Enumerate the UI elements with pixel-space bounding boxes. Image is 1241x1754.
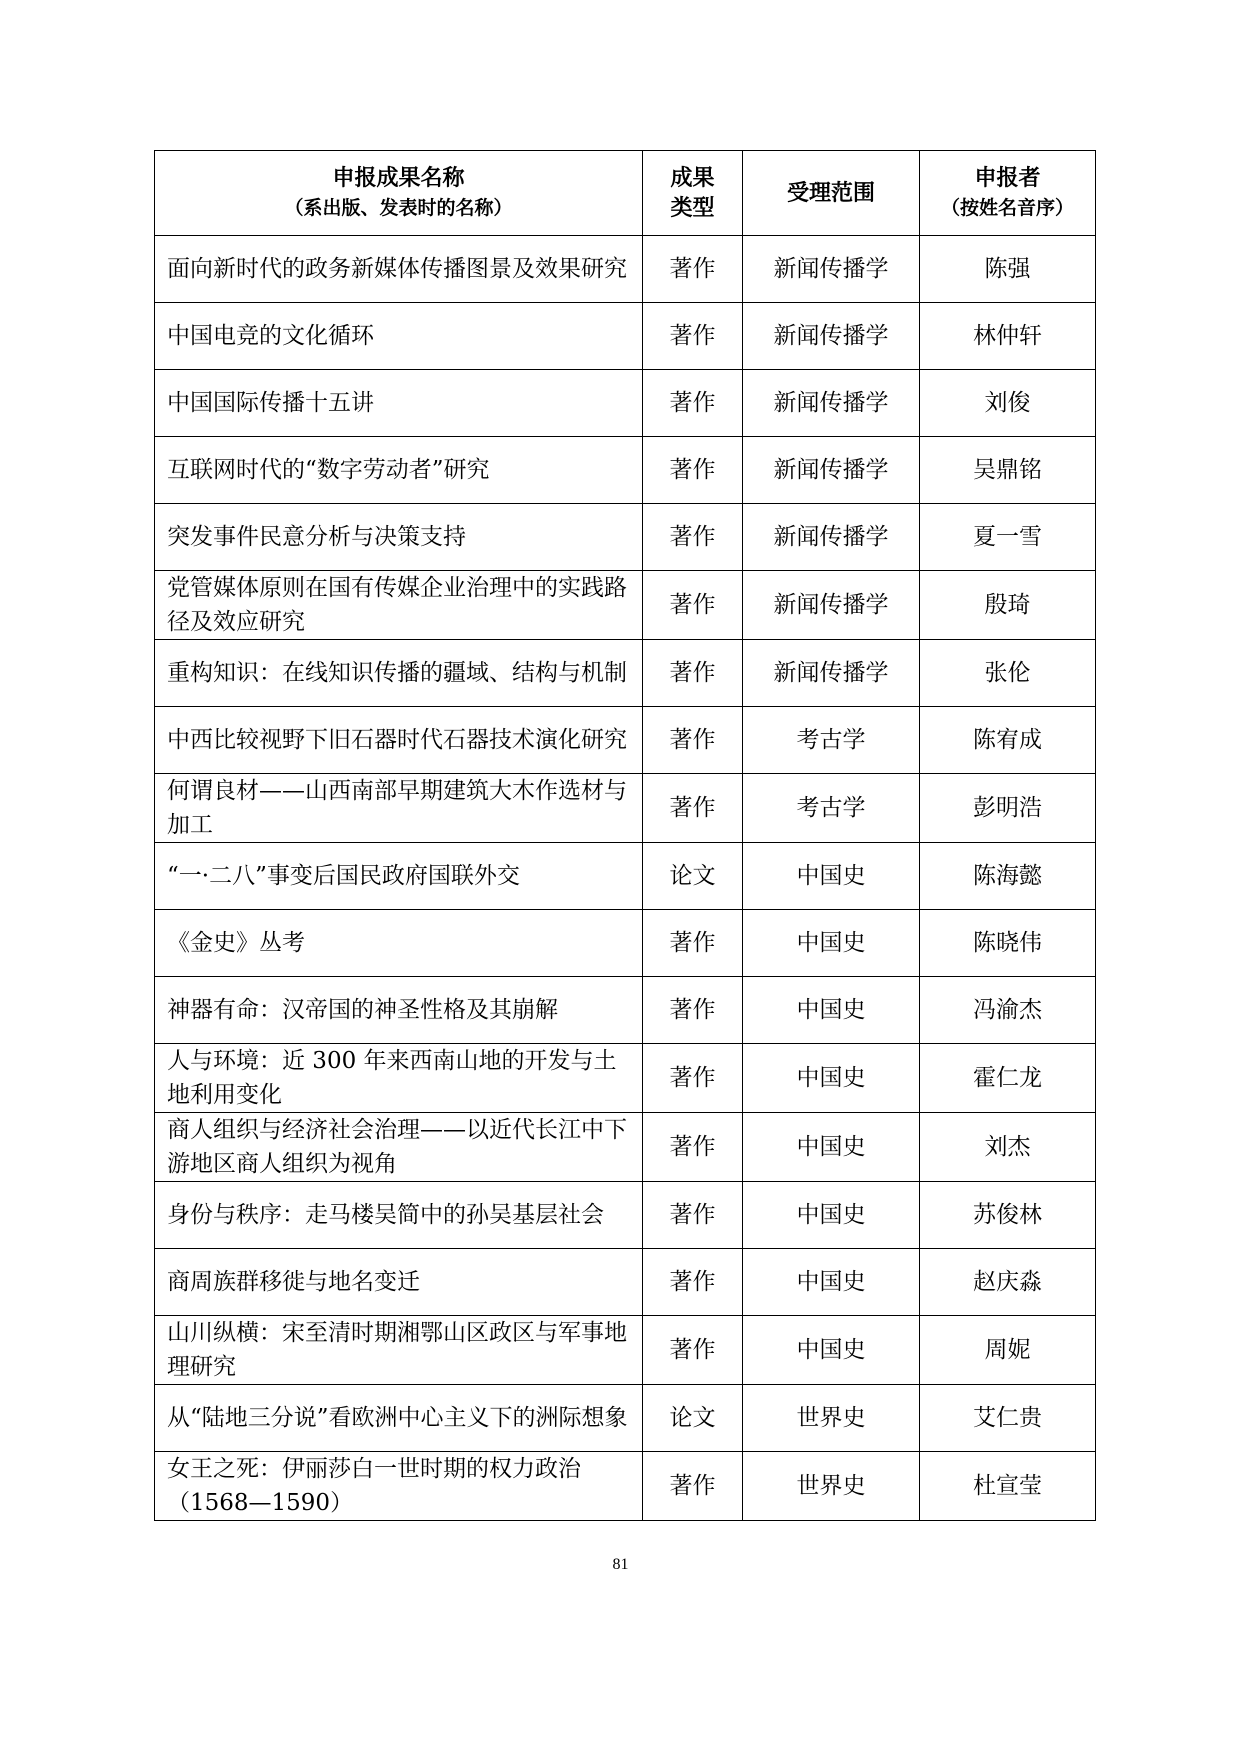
header-title — [155, 151, 643, 236]
header-scope — [743, 151, 920, 236]
header-title-sub: （系出版、发表时的名称） — [284, 197, 513, 219]
page-number: 81 — [612, 1556, 629, 1573]
cell-scope: 中国史 — [743, 1113, 920, 1182]
cell-title: 商人组织与经济社会治理——以近代长江中下游地区商人组织为视角 — [155, 1113, 643, 1182]
cell-type: 著作 — [643, 1452, 743, 1521]
cell-author: 夏一雪 — [920, 504, 1096, 571]
table-row — [155, 1182, 1096, 1249]
cell-scope: 新闻传播学 — [743, 303, 920, 370]
cell-scope: 中国史 — [743, 1316, 920, 1385]
cell-type: 著作 — [643, 236, 743, 303]
table-row — [155, 236, 1096, 303]
cell-author: 冯渝杰 — [920, 977, 1096, 1044]
header-author-main: 申报者 — [974, 165, 1041, 191]
table-row — [155, 504, 1096, 571]
cell-author: 陈晓伟 — [920, 910, 1096, 977]
table-row — [155, 1385, 1096, 1452]
table-row — [155, 370, 1096, 437]
cell-author: 陈强 — [920, 236, 1096, 303]
cell-type: 著作 — [643, 1113, 743, 1182]
cell-scope: 考古学 — [743, 774, 920, 843]
cell-title: 女王之死：伊丽莎白一世时期的权力政治（1568—1590） — [155, 1452, 643, 1521]
cell-scope: 新闻传播学 — [743, 437, 920, 504]
cell-type: 著作 — [643, 1249, 743, 1316]
cell-type: 著作 — [643, 437, 743, 504]
cell-type: 著作 — [643, 707, 743, 774]
cell-author: 彭明浩 — [920, 774, 1096, 843]
cell-scope: 新闻传播学 — [743, 571, 920, 640]
table-body — [155, 236, 1096, 1521]
cell-type: 著作 — [643, 910, 743, 977]
cell-type: 著作 — [643, 303, 743, 370]
cell-title: 中国国际传播十五讲 — [155, 370, 643, 437]
cell-type: 著作 — [643, 1044, 743, 1113]
table-row — [155, 707, 1096, 774]
cell-scope: 新闻传播学 — [743, 504, 920, 571]
cell-author: 林仲轩 — [920, 303, 1096, 370]
cell-type: 著作 — [643, 504, 743, 571]
cell-scope: 新闻传播学 — [743, 370, 920, 437]
cell-author: 殷琦 — [920, 571, 1096, 640]
cell-author: 陈宥成 — [920, 707, 1096, 774]
cell-author: 霍仁龙 — [920, 1044, 1096, 1113]
cell-scope: 中国史 — [743, 1044, 920, 1113]
cell-title: 《金史》丛考 — [155, 910, 643, 977]
cell-title: 面向新时代的政务新媒体传播图景及效果研究 — [155, 236, 643, 303]
table-row — [155, 1113, 1096, 1182]
cell-title: 党管媒体原则在国有传媒企业治理中的实践路径及效应研究 — [155, 571, 643, 640]
cell-title: 商周族群移徙与地名变迁 — [155, 1249, 643, 1316]
table-row — [155, 1316, 1096, 1385]
cell-title: 互联网时代的“数字劳动者”研究 — [155, 437, 643, 504]
header-title-main: 申报成果名称 — [332, 165, 465, 191]
cell-scope: 世界史 — [743, 1385, 920, 1452]
table-row — [155, 910, 1096, 977]
cell-type: 论文 — [643, 1385, 743, 1452]
cell-author: 艾仁贵 — [920, 1385, 1096, 1452]
cell-type: 著作 — [643, 977, 743, 1044]
cell-type: 论文 — [643, 843, 743, 910]
cell-scope: 中国史 — [743, 910, 920, 977]
cell-type: 著作 — [643, 571, 743, 640]
cell-type: 著作 — [643, 1182, 743, 1249]
table-row — [155, 571, 1096, 640]
cell-author: 苏俊林 — [920, 1182, 1096, 1249]
cell-scope: 中国史 — [743, 977, 920, 1044]
table-row — [155, 977, 1096, 1044]
cell-title: 山川纵横：宋至清时期湘鄂山区政区与军事地理研究 — [155, 1316, 643, 1385]
table-row — [155, 1452, 1096, 1521]
cell-title: 神器有命：汉帝国的神圣性格及其崩解 — [155, 977, 643, 1044]
header-scope-label: 受理范围 — [786, 180, 875, 206]
table-row — [155, 640, 1096, 707]
header-author — [920, 151, 1096, 236]
cell-author: 吴鼎铭 — [920, 437, 1096, 504]
cell-scope: 中国史 — [743, 843, 920, 910]
cell-title: 身份与秩序：走马楼吴简中的孙吴基层社会 — [155, 1182, 643, 1249]
cell-scope: 中国史 — [743, 1249, 920, 1316]
cell-author: 张伦 — [920, 640, 1096, 707]
cell-title: 何谓良材——山西南部早期建筑大木作选材与加工 — [155, 774, 643, 843]
cell-author: 刘俊 — [920, 370, 1096, 437]
table-row — [155, 843, 1096, 910]
cell-title: 重构知识：在线知识传播的疆域、结构与机制 — [155, 640, 643, 707]
cell-scope: 中国史 — [743, 1182, 920, 1249]
table-row — [155, 774, 1096, 843]
cell-type: 著作 — [643, 1316, 743, 1385]
cell-author: 周妮 — [920, 1316, 1096, 1385]
achievements-table — [154, 150, 1096, 1521]
table-row — [155, 1249, 1096, 1316]
achievements-table-container — [154, 150, 1095, 1521]
cell-author: 杜宣莹 — [920, 1452, 1096, 1521]
header-author-sub: （按姓名音序） — [940, 197, 1074, 219]
cell-title: 从“陆地三分说”看欧洲中心主义下的洲际想象 — [155, 1385, 643, 1452]
table-row — [155, 303, 1096, 370]
cell-title: 中西比较视野下旧石器时代石器技术演化研究 — [155, 707, 643, 774]
table-header-row — [155, 151, 1096, 236]
cell-title: 中国电竞的文化循环 — [155, 303, 643, 370]
table-row — [155, 437, 1096, 504]
cell-author: 陈海懿 — [920, 843, 1096, 910]
cell-title: “一·二八”事变后国民政府国联外交 — [155, 843, 643, 910]
cell-type: 著作 — [643, 640, 743, 707]
cell-author: 赵庆淼 — [920, 1249, 1096, 1316]
header-type — [643, 151, 743, 236]
table-row — [155, 1044, 1096, 1113]
cell-title: 人与环境：近 300 年来西南山地的开发与土地利用变化 — [155, 1044, 643, 1113]
cell-scope: 新闻传播学 — [743, 236, 920, 303]
cell-type: 著作 — [643, 774, 743, 843]
cell-scope: 新闻传播学 — [743, 640, 920, 707]
cell-author: 刘杰 — [920, 1113, 1096, 1182]
cell-title: 突发事件民意分析与决策支持 — [155, 504, 643, 571]
cell-type: 著作 — [643, 370, 743, 437]
cell-scope: 世界史 — [743, 1452, 920, 1521]
header-type-label: 成果 类型 — [670, 165, 715, 221]
cell-scope: 考古学 — [743, 707, 920, 774]
